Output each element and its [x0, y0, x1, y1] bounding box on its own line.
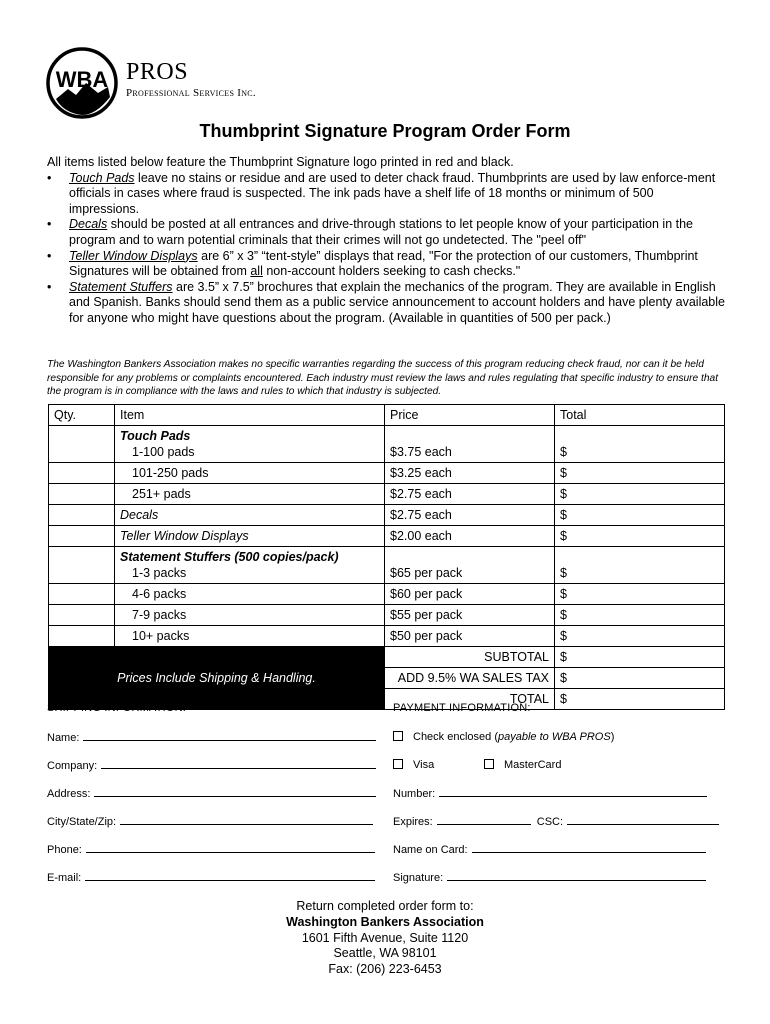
check-option[interactable]: Check enclosed (payable to WBA PROS) — [393, 731, 614, 743]
qty-cell[interactable] — [49, 526, 115, 547]
term-touch-pads: Touch Pads — [69, 170, 135, 185]
qty-cell[interactable] — [49, 505, 115, 526]
address-field[interactable] — [94, 787, 376, 797]
total-cell[interactable]: $ — [555, 463, 725, 484]
phone-field[interactable] — [86, 843, 375, 853]
brand-name: PROS — [126, 59, 189, 85]
table-row: Touch Pads 1-100 pads $3.75 each $ — [49, 426, 725, 463]
qty-cell[interactable] — [49, 484, 115, 505]
signature-field[interactable] — [447, 871, 706, 881]
bullet-touch-pads: • Touch Pads leave no stains or residue and are used to deter chack fraud. Thumbprints are used by law enforce-ment officials in cases where fraud is suspected. The ink pads have a shelf life of 18 months or minimum of 500 impressions. — [47, 170, 716, 216]
total-cell[interactable]: $ — [555, 526, 725, 547]
shipping-heading: SHIPPING INFORMATION: — [47, 702, 187, 714]
bullet-teller-window: • Teller Window Displays are 6” x 3” “tent-style” displays that read, "For the protection of our customers, Thumbprint Signatures will be obtained from all non-account holders seeking to cash checks." — [47, 248, 698, 279]
email-field[interactable] — [85, 871, 375, 881]
qty-cell[interactable] — [49, 463, 115, 484]
ship-email-row: E-mail: — [47, 871, 375, 884]
total-cell[interactable]: $ — [555, 484, 725, 505]
city-state-zip-field[interactable] — [120, 815, 373, 825]
grand-total-row: TOTAL $ — [49, 689, 725, 710]
term-decals: Decals — [69, 217, 108, 232]
disclaimer: The Washington Bankers Association makes no specific warranties regarding the success of this program reducing check fraud, nor can it be held responsible for any problems or complaints encountered. Each industry must review the laws and rules regulating that specific industry to ensure that the program is in compliance with the laws and rules to which that industry is subjected. — [47, 359, 719, 397]
brand-subtitle: Professional Services Inc. — [126, 87, 256, 99]
card-number-row: Number: — [393, 787, 707, 800]
card-number-field[interactable] — [439, 787, 707, 797]
return-address: Return completed order form to: Washington Bankers Association 1601 Fifth Avenue, Suite 1120 Seattle, WA 98101 Fax: (206) 223-6453 — [0, 899, 770, 978]
logo-mark: WBA — [55, 67, 109, 92]
table-row: Statement Stuffers (500 copies/pack) 1-3 packs $65 per pack $ — [49, 547, 725, 584]
col-item: Item — [115, 405, 385, 426]
term-statement-stuffers: Statement Stuffers — [69, 279, 173, 294]
total-cell[interactable]: $ — [555, 426, 725, 463]
total-cell[interactable]: $ — [555, 505, 725, 526]
mastercard-option[interactable]: MasterCard — [484, 759, 561, 771]
stuffers-heading: Statement Stuffers (500 copies/pack) — [120, 550, 339, 564]
tax-row: ADD 9.5% WA SALES TAX $ — [49, 668, 725, 689]
payment-heading: PAYMENT INFORMATION: — [393, 702, 531, 714]
col-total: Total — [555, 405, 725, 426]
fax-number: Fax: (206) 223-6453 — [328, 962, 442, 977]
table-row: 4-6 packs $60 per pack $ — [49, 584, 725, 605]
wba-logo — [46, 47, 118, 119]
table-row: 101-250 pads $3.25 each $ — [49, 463, 725, 484]
signature-row: Signature: — [393, 871, 706, 884]
total-cell[interactable]: $ — [555, 626, 725, 647]
ship-address-row: Address: — [47, 787, 376, 800]
qty-cell[interactable] — [49, 584, 115, 605]
total-cell[interactable]: $ — [555, 605, 725, 626]
visa-option[interactable]: Visa — [393, 759, 434, 771]
qty-cell[interactable] — [49, 426, 115, 463]
qty-cell[interactable] — [49, 605, 115, 626]
col-price: Price — [385, 405, 555, 426]
order-table — [48, 404, 725, 710]
subtotal-cell[interactable]: $ — [555, 647, 725, 668]
table-row: 251+ pads $2.75 each $ — [49, 484, 725, 505]
bullet-statement-stuffers: • Statement Stuffers are 3.5” x 7.5” brochures that explain the mechanics of the program. They are available in English and Spanish. Banks should send them as a public service announcement to account holders and have plenty available for anyone who might have questions about the program. (Available in quantities of 500 per pack.) — [47, 279, 725, 325]
expires-field[interactable] — [437, 815, 531, 825]
subtotal-row: Prices Include Shipping & Handling. SUBTOTAL $ — [49, 647, 725, 668]
expires-row: Expires: CSC: — [393, 815, 719, 828]
grand-total-cell[interactable]: $ — [555, 689, 725, 710]
shipping-note: Prices Include Shipping & Handling. — [49, 647, 385, 710]
table-row: 10+ packs $50 per pack $ — [49, 626, 725, 647]
intro-section — [47, 155, 727, 327]
qty-cell[interactable] — [49, 547, 115, 584]
bullet-decals: • Decals should be posted at all entrances and drive-through stations to let people know of your participation in the program and to warn potential criminals that their crimes will not go undetected. The "peel off" — [47, 217, 694, 247]
touch-pads-heading: Touch Pads — [120, 429, 191, 443]
csc-field[interactable] — [567, 815, 719, 825]
company-field[interactable] — [101, 759, 376, 769]
table-row: Teller Window Displays $2.00 each $ — [49, 526, 725, 547]
qty-cell[interactable] — [49, 626, 115, 647]
col-qty: Qty. — [49, 405, 115, 426]
name-on-card-field[interactable] — [472, 843, 706, 853]
ship-name-row: Name: — [47, 731, 376, 744]
total-cell[interactable]: $ — [555, 584, 725, 605]
mastercard-checkbox[interactable] — [484, 759, 494, 769]
page-title: Thumbprint Signature Program Order Form — [199, 121, 571, 141]
check-checkbox[interactable] — [393, 731, 403, 741]
ship-company-row: Company: — [47, 759, 376, 772]
term-teller-window: Teller Window Displays — [69, 248, 198, 263]
name-on-card-row: Name on Card: — [393, 843, 706, 856]
ship-city-row: City/State/Zip: — [47, 815, 373, 828]
return-org: Washington Bankers Association — [286, 914, 484, 929]
visa-checkbox[interactable] — [393, 759, 403, 769]
total-cell[interactable]: $ — [555, 547, 725, 584]
table-header-row — [49, 405, 725, 426]
tax-cell[interactable]: $ — [555, 668, 725, 689]
name-field[interactable] — [83, 731, 376, 741]
ship-phone-row: Phone: — [47, 843, 375, 856]
table-row: 7-9 packs $55 per pack $ — [49, 605, 725, 626]
table-row: Decals $2.75 each $ — [49, 505, 725, 526]
intro-lead: All items listed below feature the Thumbprint Signature logo printed in red and black. — [47, 155, 514, 169]
